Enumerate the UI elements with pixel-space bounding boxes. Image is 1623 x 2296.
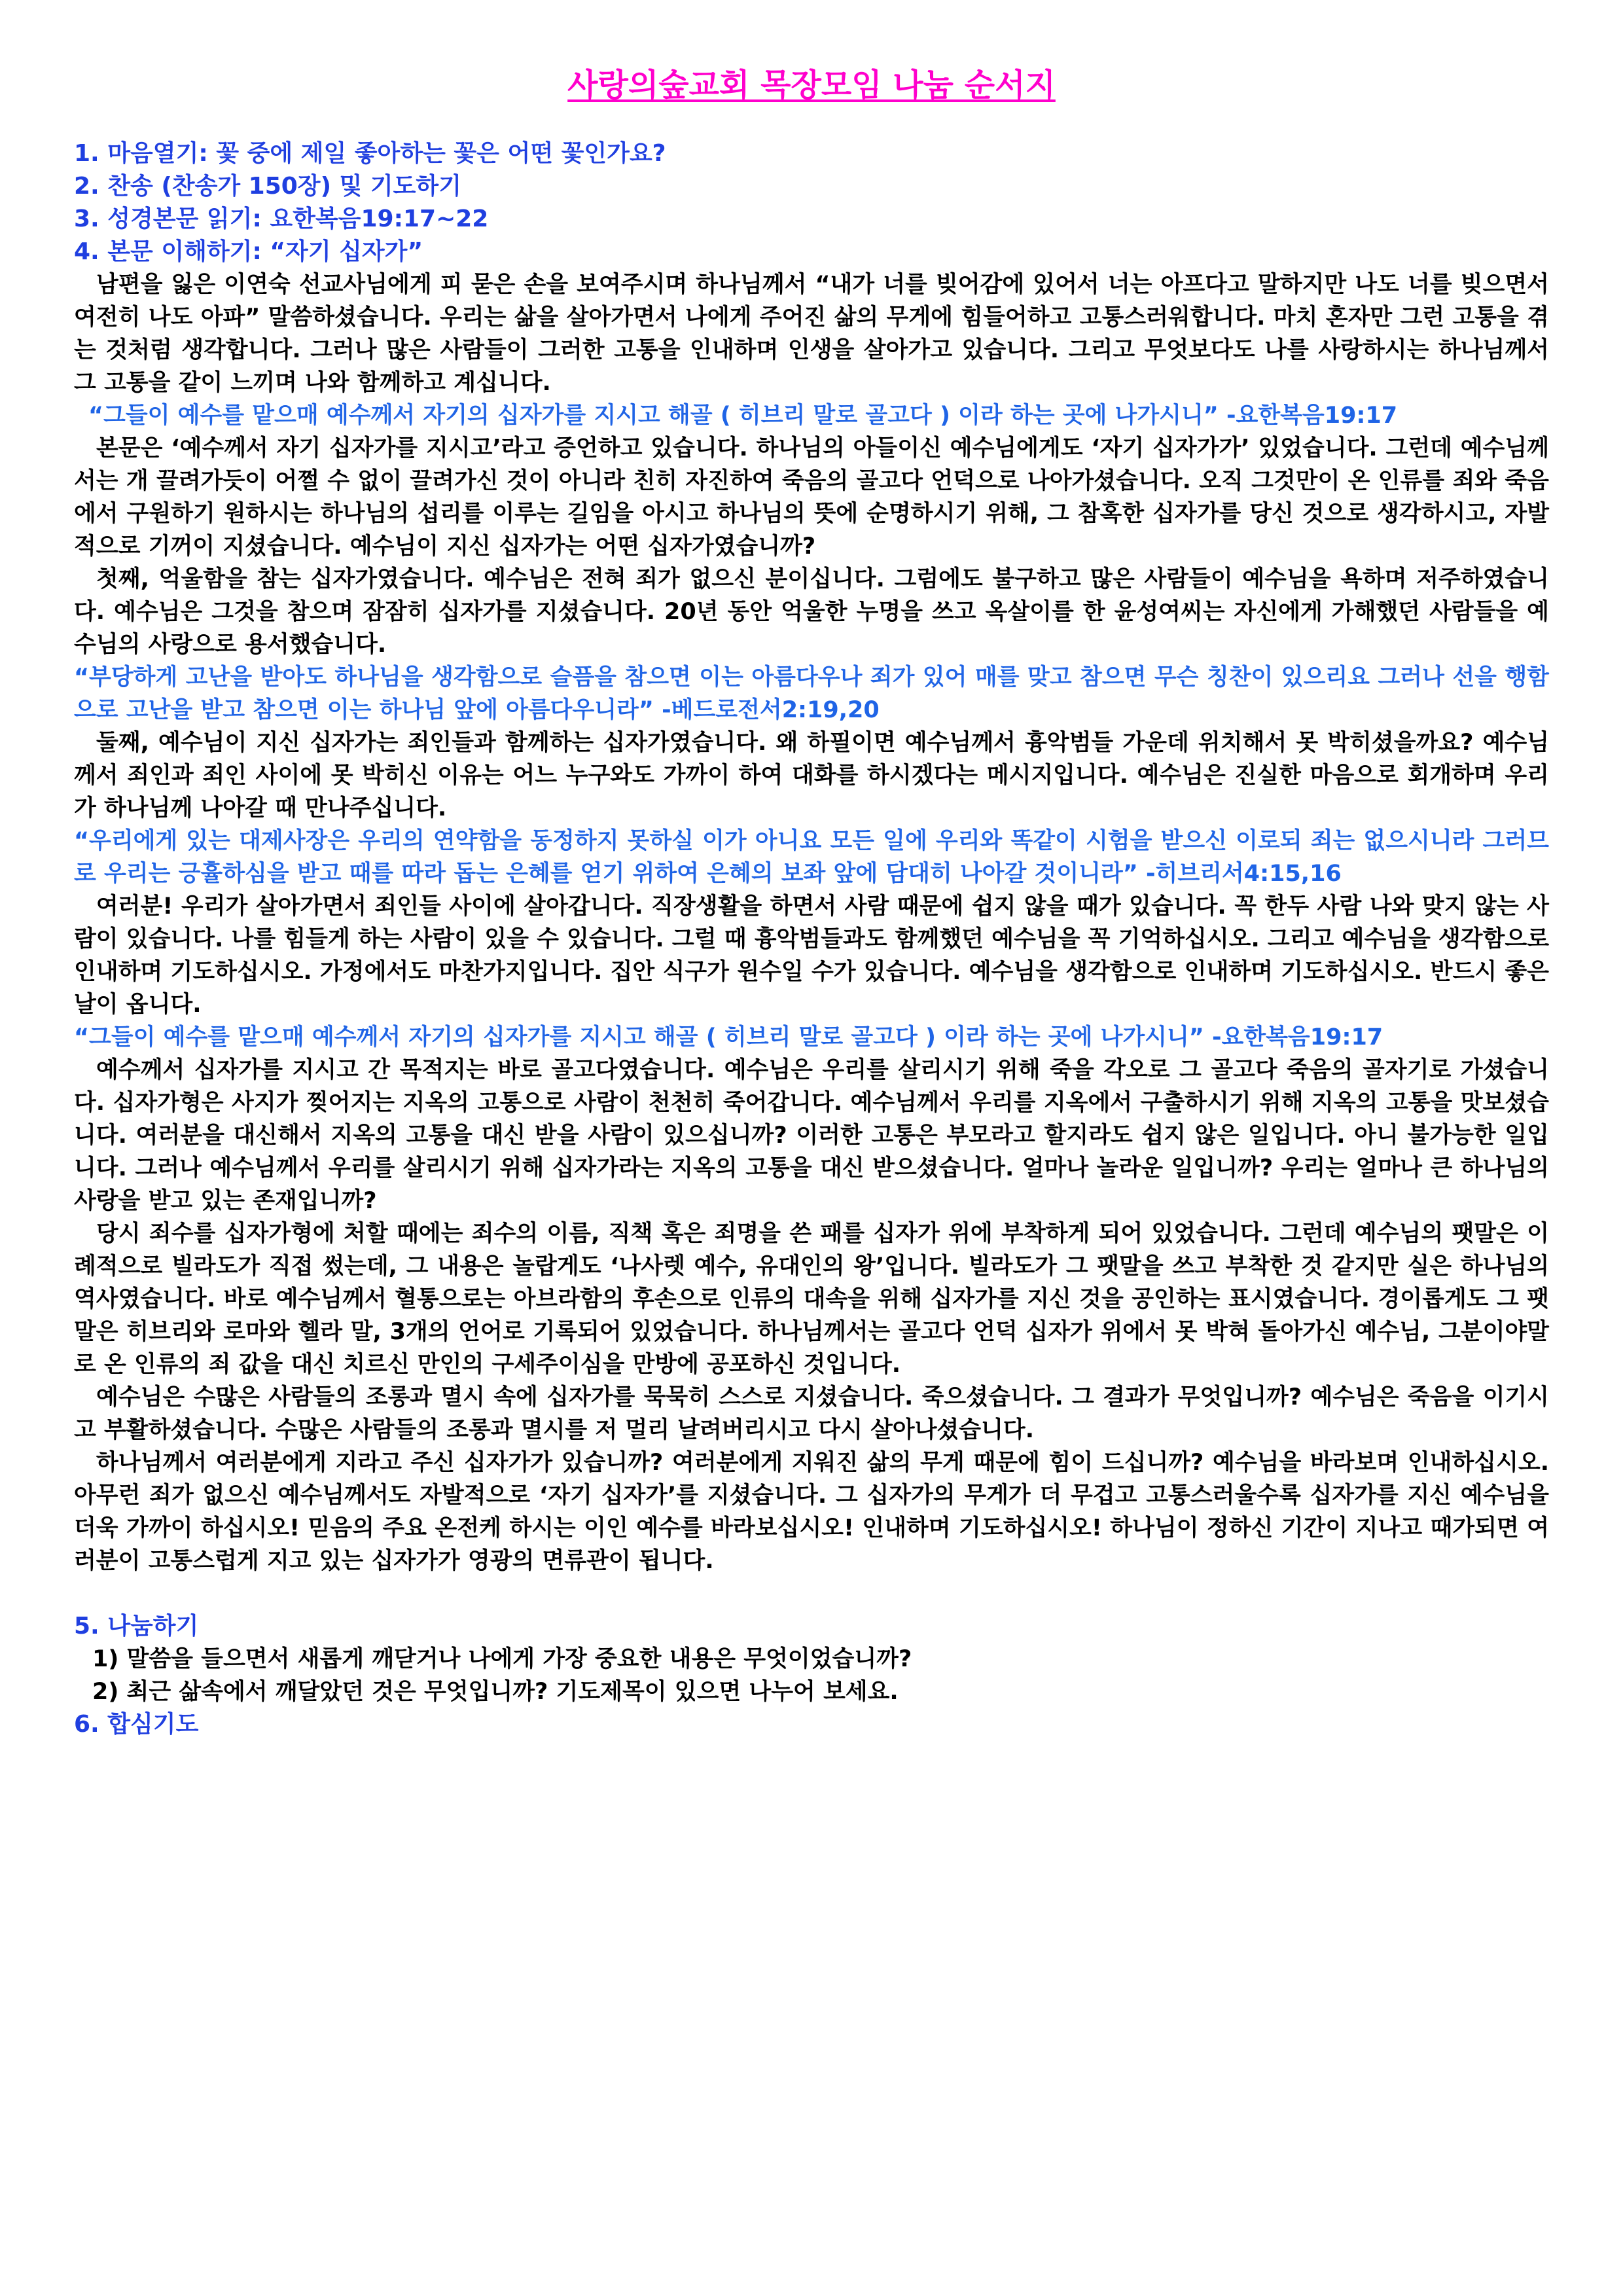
item-group-prayer: 6. 합심기도 [74,1711,199,1738]
section-spacer [74,1577,1549,1610]
scripture-quote: “그들이 예수를 맡으매 예수께서 자기의 십자가를 지시고 해골 ( 히브리 말로 골고다 ) 이라 하는 곳에 나가시니” -요한복음19:17 [88,403,1398,429]
body-paragraph: 본문은 ‘예수께서 자기 십자가를 지시고’라고 증언하고 있습니다. 하나님의 아들이신 예수님에게도 ‘자기 십자가가’ 있었습니다. 그런데 예수님께서는 개 끌려가듯이 어쩔 수 없이 끌려가신 것이 아니라 친히 자진하여 죽음의 골고다 언덕으로 나아가셨습니다. 오직 그것만이 온 인류를 죄와 죽음에서 구원하기 원하시는 하나님의 섭리를 이루는 길임을 아시고 하나님의 뜻에 순명하시기 위해, 그 참혹한 십자가를 당신 것으로 생각하시고, 자발적으로 기꺼이 지셨습니다. 예수님이 지신 십자가는 어떤 십자가였습니까? [74,435,1549,560]
sharing-question: 1) 말씀을 들으면서 새롭게 깨닫거나 나에게 가장 중요한 내용은 무엇이었습니까? [92,1646,912,1672]
page-title: 사랑의숲교회 목장모임 나눔 순서지 [567,67,1056,103]
body-paragraph: 예수께서 십자가를 지시고 간 목적지는 바로 골고다였습니다. 예수님은 우리를 살리시기 위해 죽을 각오로 그 골고다 죽음의 골자기로 가셨습니다. 십자가형은 사지가 찢어지는 지옥의 고통으로 사람이 천천히 죽어갑니다. 예수님께서 우리를 지옥에서 구출하시기 위해 지옥의 고통을 맛보셨습니다. 여러분을 대신해서 지옥의 고통을 대신 받을 사람이 있으십니까? 이러한 고통은 부모라고 할지라도 쉽지 않은 일입니다. 아니 불가능한 일입니다. 그러나 예수님께서 우리를 살리시기 위해 십자가라는 지옥의 고통을 대신 받으셨습니다. 얼마나 놀라운 일입니까? 우리는 얼마나 큰 하나님의 사랑을 받고 있는 존재입니까? [74,1057,1549,1214]
worksheet-page [74,65,1549,1741]
body-paragraph: 여러분! 우리가 살아가면서 죄인들 사이에 살아갑니다. 직장생활을 하면서 사람 때문에 쉽지 않을 때가 있습니다. 꼭 한두 사람 나와 맞지 않는 사람이 있습니다. 나를 힘들게 하는 사람이 있을 수 있습니다. 그럴 때 흉악범들과도 함께했던 예수님을 꼭 기억하십시오. 그리고 예수님을 생각함으로 인내하며 기도하십시오. 가정에서도 마찬가지입니다. 집안 식구가 원수일 수가 있습니다. 예수님을 생각함으로 인내하며 기도하십시오. 반드시 좋은 날이 옵니다. [74,893,1550,1018]
scripture-quote: “그들이 예수를 맡으매 예수께서 자기의 십자가를 지시고 해골 ( 히브리 말로 골고다 ) 이라 하는 곳에 나가시니” -요한복음19:17 [74,1024,1383,1050]
body-paragraph: 둘째, 예수님이 지신 십자가는 죄인들과 함께하는 십자가였습니다. 왜 하필이면 예수님께서 흉악범들 가운데 위치해서 못 박히셨을까요? 예수님께서 죄인과 죄인 사이에 못 박히신 이유는 어느 누구와도 가까이 하여 대화를 하시겠다는 메시지입니다. 예수님은 진실한 마음으로 회개하며 우리가 하나님께 나아갈 때 만나주십니다. [74,730,1549,821]
body-paragraph: 하나님께서 여러분에게 지라고 주신 십자가가 있습니까? 여러분에게 지워진 삶의 무게 때문에 힘이 드십니까? 예수님을 바라보며 인내하십시오. 아무런 죄가 없으신 예수님께서도 자발적으로 ‘자기 십자가’를 지셨습니다. 그 십자가의 무게가 더 무겁고 고통스러울수록 십자가를 지신 예수님을 더욱 가까이 하십시오! 믿음의 주요 온전케 하시는 이인 예수를 바라보십시오! 인내하며 기도하십시오! 하나님이 정하신 기간이 지나고 때가되면 여러분이 고통스럽게 지고 있는 십자가가 영광의 면류관이 됩니다. [74,1450,1549,1574]
item-sharing: 5. 나눔하기 [74,1613,199,1640]
item-text-understanding: 4. 본문 이해하기: “자기 십자가” [74,238,423,265]
body-paragraph: 당시 죄수를 십자가형에 처할 때에는 죄수의 이름, 직책 혹은 죄명을 쓴 패를 십자가 위에 부착하게 되어 있었습니다. 그런데 예수님의 팻말은 이례적으로 빌라도가 직접 썼는데, 그 내용은 놀랍게도 ‘나사렛 예수, 유대인의 왕’입니다. 빌라도가 그 팻말을 쓰고 부착한 것 같지만 실은 하나님의 역사였습니다. 바로 예수님께서 혈통으로는 아브라함의 후손으로 인류의 대속을 위해 십자가를 지신 것을 공인하는 표시였습니다. 경이롭게도 그 팻말은 히브리와 로마와 헬라 말, 3개의 언어로 기록되어 있었습니다. 하나님께서는 골고다 언덕 십자가 위에서 못 박혀 돌아가신 예수님, 그분이야말로 온 인류의 죄 값을 대신 치르신 만인의 구세주이심을 만방에 공포하신 것입니다. [74,1221,1549,1378]
item-hymn-prayer: 2. 찬송 (찬송가 150장) 및 기도하기 [74,173,461,200]
sharing-question: 2) 최근 삶속에서 깨달았던 것은 무엇입니까? 기도제목이 있으면 나누어 보세요. [92,1679,899,1705]
scripture-quote: “우리에게 있는 대제사장은 우리의 연약함을 동정하지 못하실 이가 아니요 모든 일에 우리와 똑같이 시험을 받으신 이로되 죄는 없으시니라 그러므로 우리는 긍휼하심을 받고 때를 따라 돕는 은혜를 얻기 위하여 은혜의 보좌 앞에 담대히 나아갈 것이니라” -히브리서4:15,16 [74,828,1549,887]
item-scripture-reading: 3. 성경본문 읽기: 요한복음19:17~22 [74,206,489,232]
scripture-quote: “부당하게 고난을 받아도 하나님을 생각함으로 슬픔을 참으면 이는 아름다우나 죄가 있어 매를 맞고 참으면 무슨 칭찬이 있으리요 그러나 선을 행함으로 고난을 받고 참으면 이는 하나님 앞에 아름다우니라” -베드로전서2:19,20 [74,664,1549,723]
body-paragraph: 첫째, 억울함을 참는 십자가였습니다. 예수님은 전혀 죄가 없으신 분이십니다. 그럼에도 불구하고 많은 사람들이 예수님을 욕하며 저주하였습니다. 예수님은 그것을 참으며 잠잠히 십자가를 지셨습니다. 20년 동안 억울한 누명을 쓰고 옥살이를 한 윤성여씨는 자신에게 가해했던 사람들을 예수님의 사랑으로 용서했습니다. [74,566,1549,658]
item-icebreaker: 1. 마음열기: 꽃 중에 제일 좋아하는 꽃은 어떤 꽃인가요? [74,140,666,167]
body-paragraph: 남편을 잃은 이연숙 선교사님에게 피 묻은 손을 보여주시며 하나님께서 “내가 너를 빚어감에 있어서 너는 아프다고 말하지만 나도 너를 빚으면서 여전히 나도 아파” 말씀하셨습니다. 우리는 삶을 살아가면서 나에게 주어진 삶의 무게에 힘들어하고 고통스러워합니다. 마치 혼자만 그런 고통을 겪는 것처럼 생각합니다. 그러나 많은 사람들이 그러한 고통을 인내하며 인생을 살아가고 있습니다. 그리고 무엇보다도 나를 사랑하시는 하나님께서 그 고통을 같이 느끼며 나와 함께하고 계십니다. [74,272,1549,396]
body-paragraph: 예수님은 수많은 사람들의 조롱과 멸시 속에 십자가를 묵묵히 스스로 지셨습니다. 죽으셨습니다. 그 결과가 무엇입니까? 예수님은 죽음을 이기시고 부활하셨습니다. 수많은 사람들의 조롱과 멸시를 저 멀리 날려버리시고 다시 살아나셨습니다. [74,1384,1549,1443]
